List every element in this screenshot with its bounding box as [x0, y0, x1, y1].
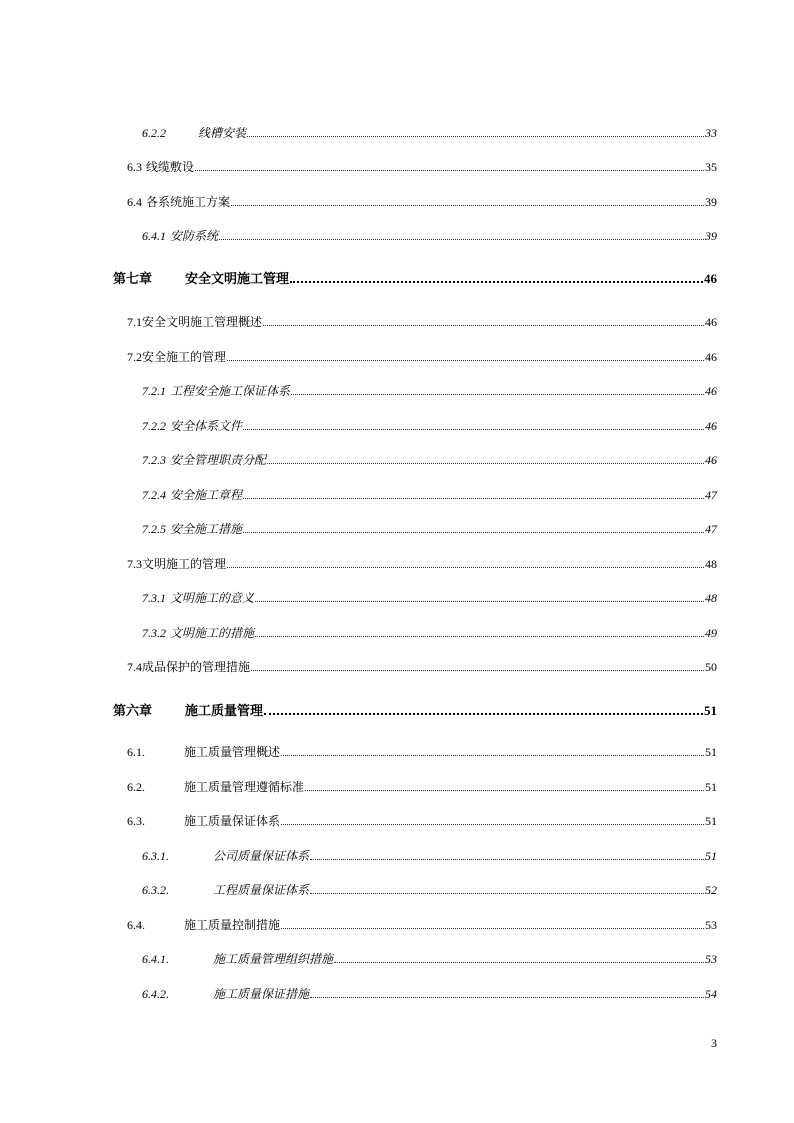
toc-title: 文明施工的管理: [142, 557, 227, 571]
toc-entry[interactable]: [142, 379, 717, 399]
toc-number: 第六章: [113, 703, 153, 718]
toc-number: 6.3.: [127, 814, 145, 828]
toc-page: 51: [705, 780, 717, 794]
toc-page: 51: [704, 703, 717, 718]
toc-number: 6.4.2.: [142, 987, 169, 1001]
toc-title: 施工质量保证体系: [184, 814, 281, 828]
toc-number: 7.3.1: [142, 591, 166, 605]
toc-leader: [247, 136, 704, 137]
toc-title: 文明施工的措施: [170, 626, 255, 640]
toc-number: 7.3: [127, 557, 142, 571]
toc-number: 7.2.3: [142, 453, 166, 467]
page-number: 3: [711, 1036, 717, 1050]
toc-number: 6.2.2: [142, 126, 166, 140]
toc-title: 各系统施工方案: [146, 195, 231, 209]
toc-title: 线槽安装: [198, 126, 247, 140]
toc-page: 46: [705, 350, 717, 364]
toc-leader: [195, 170, 704, 171]
toc-page: 54: [705, 987, 717, 1001]
toc-entry[interactable]: [142, 621, 717, 641]
toc-page: 46: [705, 453, 717, 467]
toc-leader: [263, 325, 704, 326]
toc-title: 工程质量保证体系: [213, 883, 310, 897]
toc-title: 安全施工措施: [170, 522, 243, 536]
toc-leader: [227, 360, 704, 361]
toc-leader: [281, 824, 704, 825]
toc-page: 50: [705, 660, 717, 674]
toc-number: 7.1: [127, 315, 142, 329]
toc-page: 46: [705, 419, 717, 433]
toc-number: 7.2.1: [142, 384, 166, 398]
toc-title: 工程安全施工保证体系: [170, 384, 291, 398]
toc-leader: [305, 790, 704, 791]
toc-title: 文明施工的意义: [170, 591, 255, 605]
toc-page: 52: [705, 883, 717, 897]
toc-entry[interactable]: [142, 982, 717, 1002]
toc-page: 46: [705, 315, 717, 329]
toc-title: 施工质量保证措施: [213, 987, 310, 1001]
toc-page: 33: [705, 126, 717, 140]
toc-title: 安全施工章程: [170, 488, 243, 502]
toc-title: 安全文明施工管理: [185, 271, 290, 286]
toc-leader: [264, 713, 703, 715]
toc-title: 施工质量管理组织措施: [213, 952, 334, 966]
toc-chapter-entry[interactable]: [113, 699, 717, 719]
toc-number: 6.1.: [127, 745, 145, 759]
toc-page: 51: [705, 814, 717, 828]
toc-title: 安全施工的管理: [142, 350, 227, 364]
toc-entry[interactable]: [127, 345, 717, 365]
toc-entry[interactable]: [142, 586, 717, 606]
toc-title: 公司质量保证体系: [213, 849, 310, 863]
toc-number: 7.4: [127, 660, 142, 674]
toc-page: 51: [705, 849, 717, 863]
toc-number: 6.4.1.: [142, 952, 169, 966]
toc-title: 施工质量管理: [185, 703, 264, 718]
toc-entry[interactable]: [127, 740, 717, 760]
toc-page: 46: [704, 271, 717, 286]
toc-leader: [290, 281, 703, 283]
toc-leader: [281, 928, 704, 929]
toc-title: 成品保护的管理措施: [142, 660, 251, 674]
toc-number: 7.3.2: [142, 626, 166, 640]
toc-number: 6.4.: [127, 918, 145, 932]
toc-number: 7.2: [127, 350, 142, 364]
toc-entry[interactable]: [127, 552, 717, 572]
toc-leader: [310, 859, 704, 860]
toc-leader: [267, 463, 704, 464]
toc-entry[interactable]: [127, 809, 717, 829]
toc-title: 施工质量管理概述: [184, 745, 281, 759]
toc-leader: [310, 893, 704, 894]
toc-title: 线缆敷设: [146, 160, 195, 174]
toc-number: 6.2.: [127, 780, 145, 794]
toc-page: 48: [705, 557, 717, 571]
toc-number: 6.3.1.: [142, 849, 169, 863]
toc-title: 安全体系文件: [170, 419, 243, 433]
toc-page: 53: [705, 918, 717, 932]
toc-leader: [251, 670, 704, 671]
toc-entry[interactable]: [127, 310, 717, 330]
toc-entry[interactable]: [127, 190, 717, 210]
toc-entry[interactable]: [142, 844, 717, 864]
toc-entry[interactable]: [142, 517, 717, 537]
toc-number: 6.4.1: [142, 229, 166, 243]
toc-leader: [310, 997, 704, 998]
toc-leader: [291, 394, 704, 395]
toc-leader: [281, 755, 704, 756]
toc-title: 施工质量控制措施: [184, 918, 281, 932]
toc-page: 51: [705, 745, 717, 759]
toc-number: 6.3: [127, 160, 142, 174]
toc-title: 安全管理职责分配: [170, 453, 267, 467]
toc-number: 7.2.2: [142, 419, 166, 433]
toc-leader: [255, 601, 704, 602]
toc-page: 47: [705, 488, 717, 502]
toc-page: 46: [705, 384, 717, 398]
toc-leader: [227, 567, 704, 568]
toc-entry[interactable]: [127, 775, 717, 795]
toc-entry[interactable]: [142, 121, 717, 141]
toc-page: 53: [705, 952, 717, 966]
toc-leader: [243, 532, 704, 533]
toc-number: 7.2.4: [142, 488, 166, 502]
toc-entry[interactable]: [127, 655, 717, 675]
toc-entry[interactable]: [142, 414, 717, 434]
toc-chapter-entry[interactable]: [113, 267, 717, 287]
toc-entry[interactable]: [142, 224, 717, 244]
toc-number: 7.2.5: [142, 522, 166, 536]
toc-leader: [219, 239, 704, 240]
toc-entry[interactable]: [127, 913, 717, 933]
toc-entry[interactable]: [142, 947, 717, 967]
toc-title: 施工质量管理遵循标准: [184, 780, 305, 794]
toc-leader: [231, 205, 704, 206]
toc-page: 47: [705, 522, 717, 536]
toc-page: 39: [705, 195, 717, 209]
toc-title: 安全文明施工管理概述: [142, 315, 263, 329]
toc-page: 35: [705, 160, 717, 174]
toc-entry[interactable]: [127, 155, 717, 175]
toc-entry[interactable]: [142, 448, 717, 468]
toc-entry[interactable]: [142, 878, 717, 898]
toc-number: 6.3.2.: [142, 883, 169, 897]
toc-title: 安防系统: [170, 229, 219, 243]
toc-leader: [255, 636, 704, 637]
toc-page: 48: [705, 591, 717, 605]
toc-page: 39: [705, 229, 717, 243]
toc-page: 49: [705, 626, 717, 640]
toc-leader: [243, 429, 704, 430]
toc-number: 第七章: [113, 271, 153, 286]
toc-leader: [243, 498, 704, 499]
toc-number: 6.4: [127, 195, 142, 209]
toc-leader: [334, 962, 704, 963]
toc-entry[interactable]: [142, 483, 717, 503]
